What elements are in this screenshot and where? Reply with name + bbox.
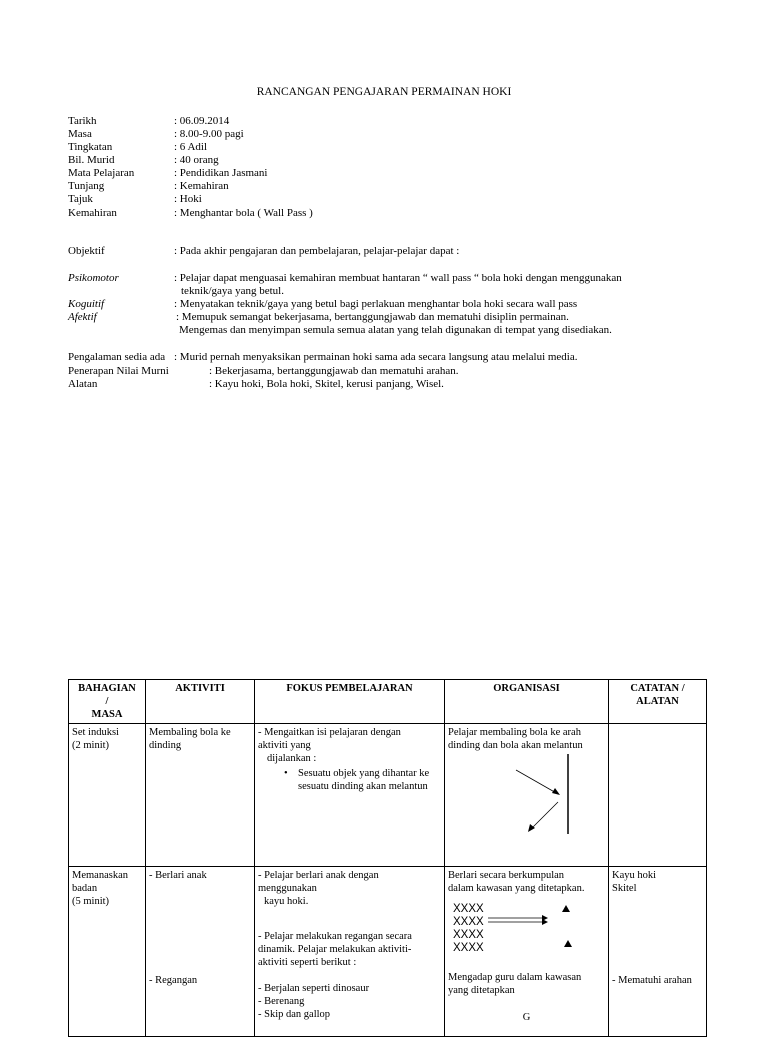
cell-text: Pelajar membaling bola ke arah [448, 727, 581, 738]
cell-text: - Skip dan gallop [258, 1009, 331, 1020]
cell-text: dalam kawasan yang ditetapkan. [448, 883, 585, 894]
cell-catatan [609, 724, 707, 867]
kognitif-label: Koguitif [68, 298, 105, 310]
player-row: XXXX [453, 929, 484, 941]
arrowhead-icon [542, 919, 548, 925]
cell-fokus [255, 867, 445, 1037]
cell-text: - Pelajar melakukan regangan secara [258, 931, 412, 942]
kognitif-text: : Menyatakan teknik/gaya yang betul bagi perlakuan menghantar bola hoki secara wall pass [174, 298, 578, 310]
psikomotor-line2: teknik/gaya yang betul. [181, 285, 284, 297]
nilai-label: Penerapan Nilai Murni [68, 365, 169, 377]
cell-text: - Pelajar berlari anak dengan [258, 870, 379, 881]
cell-text: (5 minit) [72, 896, 110, 907]
header-value: : Pendidikan Jasmani [174, 167, 268, 179]
formation-arrows [448, 903, 606, 969]
ball-path-out [530, 802, 558, 830]
cell-text: badan [72, 883, 98, 894]
player-row: XXXX [453, 916, 484, 928]
ball-path-in [516, 770, 558, 794]
header-bahagian-line2: / [105, 696, 109, 707]
header-bahagian [69, 680, 146, 724]
header-organisasi: ORGANISASI [445, 680, 609, 724]
cell-text: (2 minit) [72, 740, 110, 751]
header-aktiviti: AKTIVITI [146, 680, 255, 724]
player-row: XXXX [453, 942, 484, 954]
cell-text: menggunakan [258, 883, 317, 894]
cell-text: Skitel [612, 883, 637, 894]
afektif-line1: : Memupuk semangat bekerjasama, bertanggungjawab dan mematuhi disiplin permainan. [176, 311, 569, 323]
header-value: : 06.09.2014 [174, 115, 230, 127]
objektif-text: : Pada akhir pengajaran dan pembelajaran, pelajar-pelajar dapat : [174, 245, 460, 257]
cell-catatan [609, 867, 707, 1037]
arrowhead-out-icon [528, 824, 535, 832]
pengalaman-label: Pengalaman sedia ada [68, 351, 166, 363]
psikomotor-line1: : Pelajar dapat menguasai kemahiran membuat hantaran “ wall pass “ bola hoki dengan menggunakan [174, 272, 622, 284]
header-key: Mata Pelajaran [68, 167, 135, 179]
header-catatan-line2: ALATAN [636, 696, 679, 707]
cell-text: Memanaskan [72, 870, 128, 881]
arrowhead-in-icon [552, 788, 560, 795]
cell-text: - Berjalan seperti dinosaur [258, 983, 370, 994]
list-item: • Sesuatu objek yang dihantar ke sesuatu dinding akan melantun [298, 767, 441, 793]
player-row: XXXX [453, 903, 484, 915]
header-catatan-line1: CATATAN / [630, 683, 685, 694]
cell-text: Berlari secara berkumpulan [448, 870, 565, 881]
formation-diagram [448, 903, 605, 969]
cell-bahagian [69, 867, 146, 1037]
cell-text: Mengadap guru dalam kawasan [448, 972, 582, 983]
table-row [69, 867, 707, 1037]
header-key: Masa [68, 128, 92, 140]
cell-text: aktiviti yang [258, 740, 311, 751]
cell-text: Membaling bola ke [149, 727, 231, 738]
cell-fokus [255, 724, 445, 867]
cell-text: dinamik. Pelajar melakukan aktiviti- [258, 944, 412, 955]
header-value: : 8.00-9.00 pagi [174, 128, 244, 140]
header-key: Tarikh [68, 115, 97, 127]
header-value: : Menghantar bola ( Wall Pass ) [174, 207, 313, 219]
cell-text: dinding [149, 740, 182, 751]
cell-text: dijalankan : [267, 753, 317, 764]
cone-icon [562, 905, 570, 912]
cell-text: dinding dan bola akan melantun [448, 740, 583, 751]
header-key: Bil. Murid [68, 154, 115, 166]
cell-text: - Berlari anak [149, 870, 207, 881]
header-value: : 6 Adil [174, 141, 208, 153]
header-key: Kemahiran [68, 207, 117, 219]
header-value: : 40 orang [174, 154, 219, 166]
cell-text: - Mematuhi arahan [612, 975, 692, 986]
alatan-label: Alatan [68, 378, 98, 390]
cell-text: aktiviti seperti berikut : [258, 957, 357, 968]
wall-rebound-diagram [448, 752, 606, 852]
afektif-line2: Mengemas dan menyimpan semula semua alatan yang telah digunakan di tempat yang disediakan. [179, 324, 612, 336]
teacher-marker: G [522, 1012, 531, 1023]
cell-bahagian [69, 724, 146, 867]
cell-text: - Mengaitkan isi pelajaran dengan [258, 727, 401, 738]
pengalaman-text: : Murid pernah menyaksikan permainan hoki sama ada secara langsung atau melalui media. [174, 351, 578, 363]
cell-aktiviti [146, 724, 255, 867]
header-key: Tajuk [68, 193, 93, 205]
cell-text: Set induksi [72, 727, 119, 738]
table-header-row [69, 680, 707, 724]
bullet-list [298, 767, 441, 793]
psikomotor-label: Psikomotor [68, 272, 119, 284]
page-title: RANCANGAN PENGAJARAN PERMAINAN HOKI [256, 86, 512, 98]
header-bahagian-line3: MASA [91, 709, 123, 720]
header-value: : Kemahiran [174, 180, 229, 192]
alatan-text: : Kayu hoki, Bola hoki, Skitel, kerusi panjang, Wisel. [209, 378, 444, 390]
afektif-label: Afektif [68, 311, 97, 323]
cell-organisasi [445, 867, 609, 1037]
header-fokus: FOKUS PEMBELAJARAN [255, 680, 445, 724]
header-key: Tingkatan [68, 141, 113, 153]
cell-aktiviti [146, 867, 255, 1037]
cell-text: yang ditetapkan [448, 985, 515, 996]
cell-organisasi [445, 724, 609, 867]
header-catatan [609, 680, 707, 724]
header-bahagian-line1: BAHAGIAN [78, 683, 136, 694]
table-row [69, 724, 707, 867]
cone-icon [564, 940, 572, 947]
lesson-plan-table [68, 679, 707, 1037]
nilai-text: : Bekerjasama, bertanggungjawab dan mematuhi arahan. [209, 365, 459, 377]
header-value: : Hoki [174, 193, 202, 205]
cell-text: Kayu hoki [612, 870, 657, 881]
cell-text: - Regangan [149, 975, 198, 986]
objektif-label: Objektif [68, 245, 105, 257]
header-key: Tunjang [68, 180, 105, 192]
cell-text: - Berenang [258, 996, 305, 1007]
cell-text: kayu hoki. [264, 896, 309, 907]
